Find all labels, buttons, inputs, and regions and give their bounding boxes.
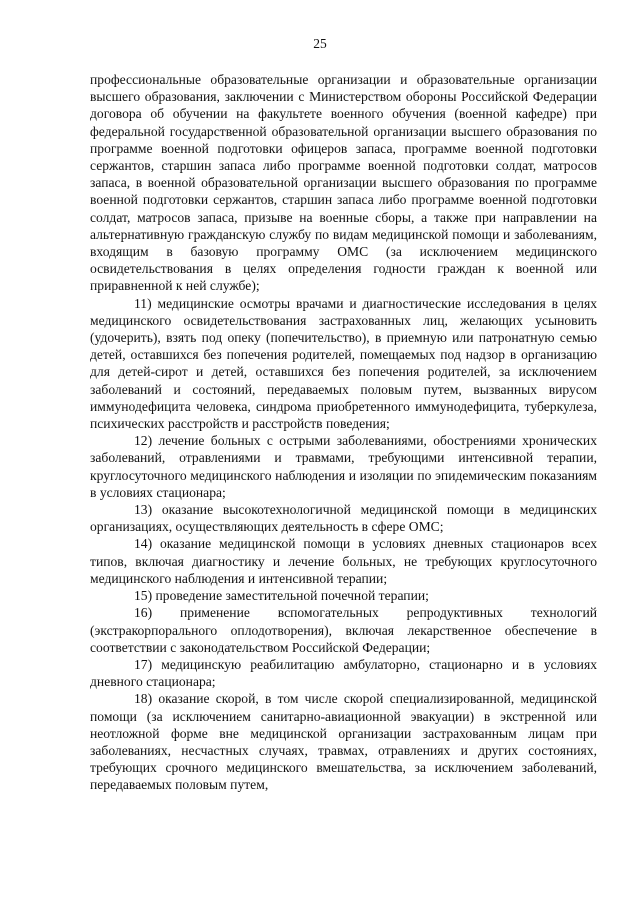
list-item-17: 17) медицинскую реабилитацию амбулаторно, стационарно и в условиях дневного стационара;: [90, 656, 597, 690]
page-number: 25: [313, 36, 327, 51]
document-body: [90, 71, 597, 794]
list-item-15: 15) проведение заместительной почечной терапии;: [134, 588, 429, 604]
paragraph-continuation: профессиональные образовательные организации и образовательные организации высшего образования, заключении с Министерством обороны Российской Федерации договора об обучении на факультете военного обучения (военной кафедре) при федеральной государственной образовательной организации высшего образования по программе военной подготовки офицеров запаса, программе военной подготовки сержантов, старшин запаса либо программе военной подготовки солдат, матросов запаса, в военной образовательной организации высшего образования по программе военной подготовки сержантов, старшин запаса либо программе военной подготовки солдат, матросов запаса, призыве на военные сборы, а также при направлении на альтернативную гражданскую службу по видам медицинской помощи и заболеваниям, входящим в базовую программу ОМС (за исключением медицинского освидетельствования в целях определения годности граждан к военной или приравненной к ней службе);: [90, 72, 597, 294]
list-item-14: 14) оказание медицинской помощи в условиях дневных стационаров всех типов, включая диагностику и лечение больных, не требующих круглосуточного медицинского наблюдения и интенсивной терапии;: [90, 536, 597, 586]
list-item-12: 12) лечение больных с острыми заболеваниями, обострениями хронических заболеваний, отравлениями и травмами, требующими интенсивной терапии, круглосуточного медицинского наблюдения и изоляции по эпидемическим показаниям в условиях стационара;: [90, 433, 597, 500]
list-item-11: 11) медицинские осмотры врачами и диагностические исследования в целях медицинского освидетельствования застрахованных лиц, желающих усыновить (удочерить), взять под опеку (попечительство), в приемную или патронатную семью детей, оставшихся без попечения родителей, помещаемых под надзор в организацию для детей-сирот и детей, оставшихся без попечения родителей, за исключением заболеваний и состояний, передаваемых половым путем, вызванных вирусом иммунодефицита человека, синдрома приобретенного иммунодефицита, туберкулеза, психических расстройств и расстройств поведения;: [90, 295, 597, 432]
list-item-18: 18) оказание скорой, в том числе скорой специализированной, медицинской помощи (за исключением санитарно-авиационной эвакуации) в экстренной или неотложной форме вне медицинской организации застрахованным лицам при заболеваниях, несчастных случаях, травмах, отравлениях и других состояниях, требующих срочного медицинского вмешательства, за исключением заболеваний, передаваемых половым путем,: [90, 691, 597, 793]
list-item-13: 13) оказание высокотехнологичной медицинской помощи в медицинских организациях, осуществляющих деятельность в сфере ОМС;: [90, 502, 597, 535]
list-item-16: 16) применение вспомогательных репродуктивных технологий (экстракорпорального оплодотворения), включая лекарственное обеспечение в соответствии с законодательством Российской Федерации;: [90, 605, 597, 655]
